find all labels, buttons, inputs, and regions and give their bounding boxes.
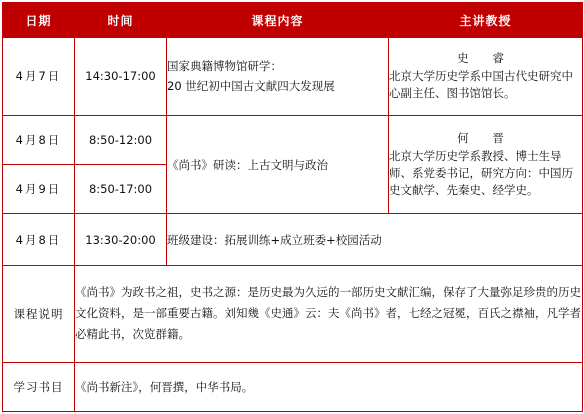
- table-header-row: [3, 3, 583, 38]
- row-lecturer: [389, 38, 583, 116]
- row-date: 4月7日: [3, 38, 75, 116]
- row-date: 4月8日: [3, 115, 75, 164]
- books-text: 《尚书新注》，何晋撰，中华书局。: [75, 362, 583, 411]
- notes-label: 课程说明: [3, 266, 75, 362]
- row-date: 4月9日: [3, 165, 75, 214]
- header-course: 课程内容: [167, 3, 389, 38]
- row-course: [167, 38, 389, 116]
- row-date: 4月8日: [3, 214, 75, 266]
- lecturer-name: 史 睿: [457, 51, 514, 66]
- table-row: [3, 38, 583, 116]
- table-row: [3, 214, 583, 266]
- header-lecturer: 主讲教授: [389, 3, 583, 38]
- table-row: [3, 115, 583, 164]
- row-course: 《尚书》研读：上古文明与政治: [167, 115, 389, 214]
- header-date: 日期: [3, 3, 75, 38]
- lecturer-description: 北京大学历史学系教授、博士生导师、系党委书记，研究方向：中国历史文献学、先秦史、经学史。: [389, 149, 573, 197]
- course-line-1: 国家典籍博物馆研学：: [167, 59, 282, 74]
- course-schedule-table: [2, 2, 583, 412]
- row-time: 8:50-17:00: [75, 165, 167, 214]
- lecturer-name: 何 晋: [457, 131, 514, 145]
- reading-list-row: [3, 362, 583, 411]
- course-line-2: 20 世纪初中国古文献四大发现展: [167, 79, 335, 94]
- row-course: 班级建设：拓展训练+成立班委+校园活动: [167, 214, 583, 266]
- course-notes-row: [3, 266, 583, 362]
- row-time: 13:30-20:00: [75, 214, 167, 266]
- books-label: 学习书目: [3, 362, 75, 411]
- notes-text: 《尚书》为政书之祖，史书之源：是历史最为久远的一部历史文献汇编，保存了大量弥足珍贵的历史文化资料，是一部重要古籍。刘知幾《史通》云：夫《尚书》者，七经之冠冕，百氏之襟袖，凡学者必精此书，次览群籍。: [75, 266, 583, 362]
- lecturer-description: 北京大学历史学系中国古代史研究中心副主任、图书馆馆长。: [389, 69, 573, 101]
- row-lecturer: [389, 115, 583, 214]
- row-time: 8:50-12:00: [75, 115, 167, 164]
- header-time: 时间: [75, 3, 167, 38]
- row-time: 14:30-17:00: [75, 38, 167, 116]
